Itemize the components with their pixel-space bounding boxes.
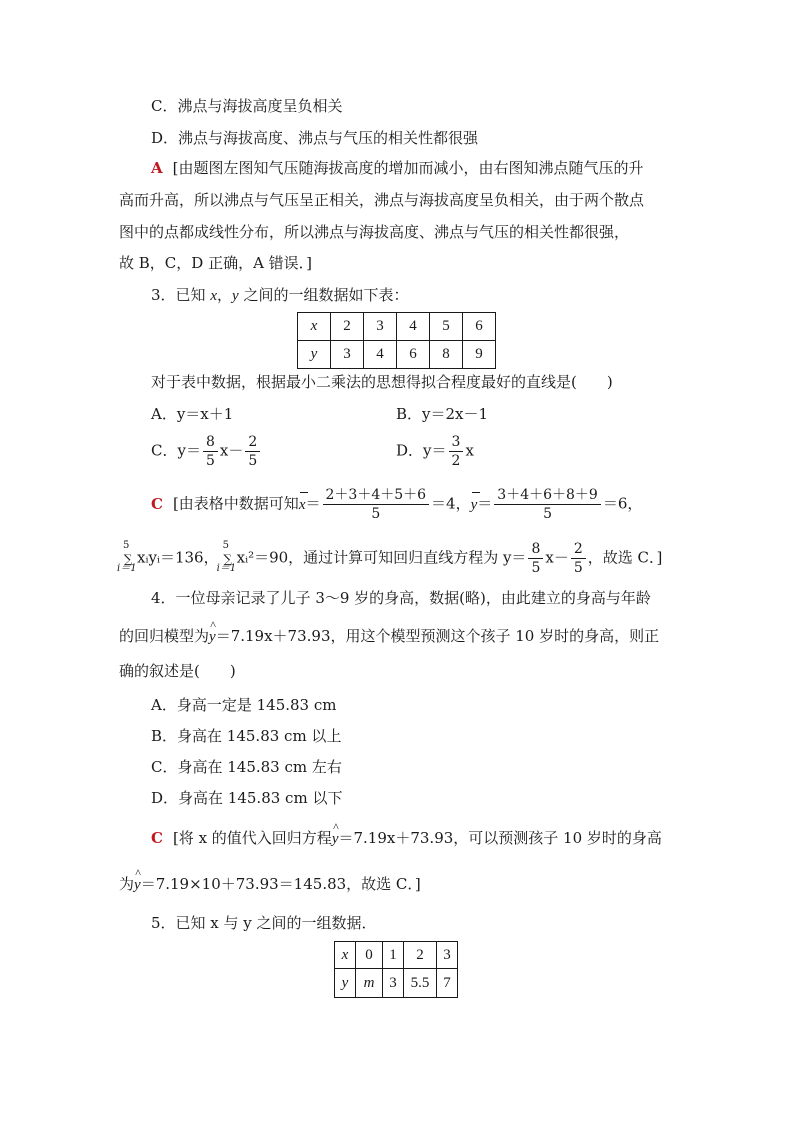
table-cell: 4 [364,341,397,369]
q3-answer-letter: C [151,494,163,513]
q2-option-d: D．沸点与海拔高度、沸点与气压的相关性都很强 [151,129,479,147]
q3-stem-prefix: 3．已知 [151,286,211,304]
table-cell: 3 [383,969,404,998]
sum2-body: xᵢ²＝90，通过计算可知回归直线方程为 y＝ [236,548,527,567]
q2-answer-line2: 高而升高，所以沸点与气压呈正相关，沸点与海拔高度呈负相关，由于两个散点 [119,191,645,209]
table-cell: 2 [404,942,437,969]
q4-option-c: C．身高在 145.83 cm 左右 [151,758,342,776]
result-mid: x－ [545,548,569,567]
q2-answer-line3: 图中的点都成线性分布，所以沸点与海拔高度、沸点与气压的相关性都很强， [119,223,630,241]
q4-answer-line1 [151,828,662,849]
fraction: $\frac{2+3+4+5+6}{5}$ [323,486,430,523]
table-cell: 9 [463,341,496,369]
q3-data-table [297,312,496,369]
q4-line3: 确的叙述是( ) [119,662,236,680]
q3-stem-suffix: 之间的一组数据如下表： [238,286,409,304]
q4-answer2-suffix: ＝7.19×10＋73.93＝145.83，故选 C．] [140,875,421,893]
q4-line2-suffix: ＝7.19x＋73.93，用这个模型预测这个孩子 10 岁时的身高，则正 [215,627,660,645]
table-cell: 2 [331,313,364,341]
y-hat: ^ y [134,875,141,895]
table-cell: 3 [364,313,397,341]
q2-answer-text1: [由题图左图知气压随海拔高度的增加而减小，由右图知沸点随气压的升 [172,159,644,177]
fraction: $\frac{2}{5}$ [571,540,586,577]
q3-option-b: B．y＝2x－1 [396,405,489,423]
q3-option-a: A．y＝x＋1 [151,405,234,423]
table-header-x: x [298,313,331,341]
y-hat: ^ y [209,627,216,647]
q3-stem-comma: ， [216,286,232,304]
y-bar: y [470,496,478,513]
q4-answer-prefix: [将 x 的值代入回归方程 [172,829,332,847]
q4-answer-line2 [119,874,421,895]
sigma-sum: 5 ∑ i＝1 [117,539,137,574]
table-cell: m [356,969,383,998]
fraction: $\frac{3+4+6+8+9}{5}$ [494,486,601,523]
table-cell: 3 [437,942,458,969]
sigma-sum: 5 ∑ i＝1 [216,539,237,574]
q2-answer-line1 [151,158,644,178]
table-row [298,313,496,341]
table-cell: 6 [397,341,430,369]
q4-line2-prefix: 的回归模型为 [119,627,210,645]
q4-option-a: A．身高一定是 145.83 cm [151,696,337,714]
q3-question: 对于表中数据，根据最小二乘法的思想得拟合程度最好的直线是( ) [151,373,613,391]
q3-stem-y: y [232,288,239,304]
q4-answer-suffix: ＝7.19x＋73.93，可以预测孩子 10 岁时的身高 [338,829,662,847]
q3-option-c-mid: x－ [219,441,244,460]
q3-answer-line1: C [由表格中数据可知x＝ $\frac{2+3+4+5+6}{5}$ ＝4，y＝ $\frac{3+4+6+8+9}{5}$ ＝6， [151,487,643,522]
q3-stem [151,285,408,306]
q4-line2 [119,626,659,647]
q3-option-d [396,433,474,470]
table-cell: 1 [383,942,404,969]
table-cell: 3 [331,341,364,369]
table-header-y: y [298,341,331,369]
y-bar-value: ＝6， [602,494,643,513]
q3-option-d-prefix: D．y＝ [396,441,447,460]
q2-answer-letter: A [151,159,163,177]
sum1-body: xᵢyᵢ＝136， [137,548,219,567]
q5-stem: 5．已知 x 与 y 之间的一组数据． [151,914,377,932]
q4-option-d: D．身高在 145.83 cm 以下 [151,789,343,807]
q3-option-d-suffix: x [465,441,474,460]
q5-data-table [334,941,458,998]
q3-option-c [151,433,262,470]
table-row [335,942,458,969]
q4-answer2-prefix: 为 [119,875,135,893]
q3-answer-line2 [119,540,662,577]
q3-answer-intro: [由表格中数据可知 [172,494,299,513]
y-hat: ^ y [332,829,339,849]
table-cell: 4 [397,313,430,341]
table-row [298,341,496,369]
q3-option-c-prefix: C．y＝ [151,441,201,460]
x-bar: x [298,496,306,513]
result-end: ，故选 C．] [587,548,663,567]
q3-stem-x: x [210,288,217,304]
q4-answer-letter: C [151,829,163,847]
q4-option-b: B．身高在 145.83 cm 以上 [151,727,342,745]
table-row [335,969,458,998]
fraction: $\frac{3}{2}$ [449,433,464,470]
table-cell: 0 [356,942,383,969]
fraction: $\frac{8}{5}$ [203,433,218,470]
x-bar-value: ＝4， [431,494,471,513]
table-header-y: y [335,969,356,998]
table-cell: 5.5 [404,969,437,998]
q4-line1: 4．一位母亲记录了儿子 3～9 岁的身高，数据(略)，由此建立的身高与年龄 [151,589,651,607]
table-cell: 7 [437,969,458,998]
table-header-x: x [335,942,356,969]
table-cell: 5 [430,313,463,341]
q2-answer-line4: 故 B，C，D 正确，A 错误．] [119,254,313,272]
fraction: $\frac{8}{5}$ [528,540,543,577]
table-cell: 6 [463,313,496,341]
table-cell: 8 [430,341,463,369]
fraction: $\frac{2}{5}$ [245,433,260,470]
q2-option-c: C．沸点与海拔高度呈负相关 [151,97,343,115]
